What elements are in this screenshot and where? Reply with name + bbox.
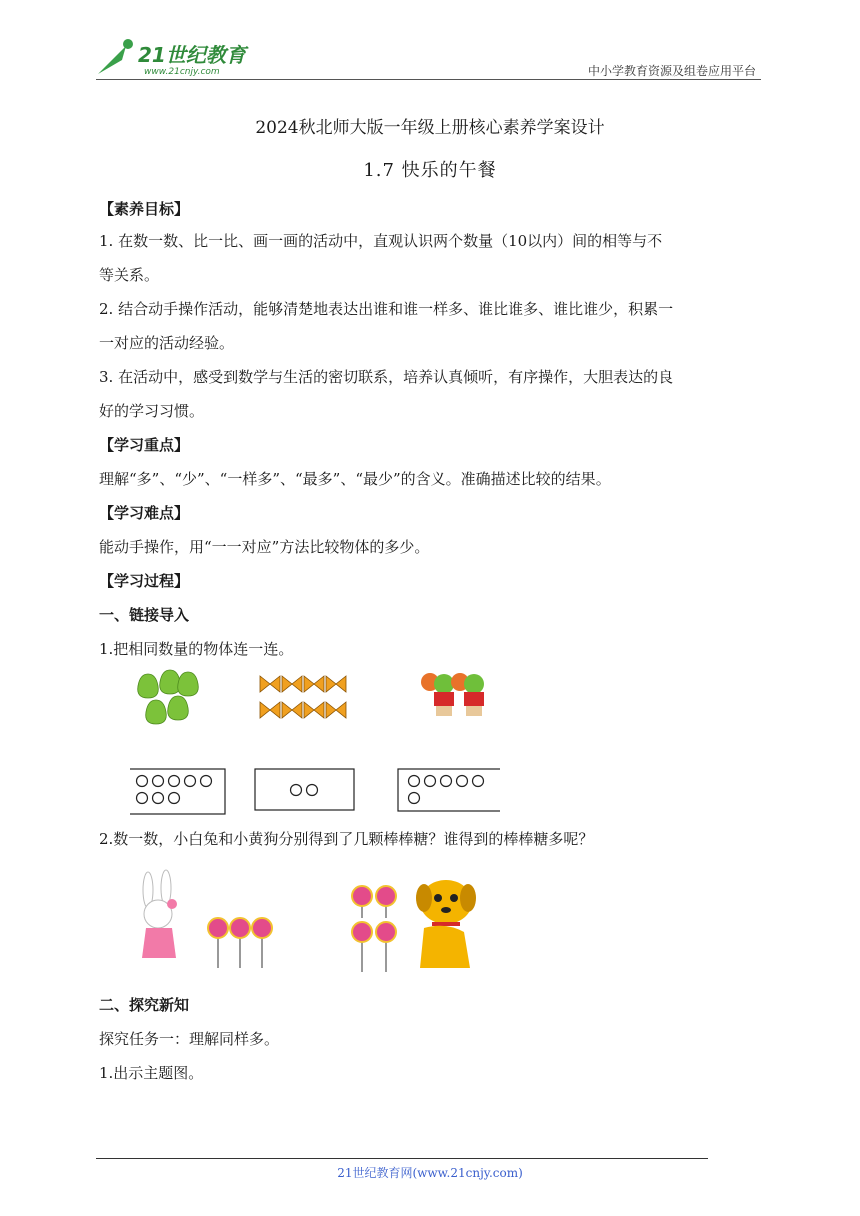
part-1-heading: 一、链接导入: [99, 606, 190, 624]
lollipop-figure: [128, 868, 488, 980]
question-1: 1.把相同数量的物体连一连。: [99, 640, 294, 658]
question-2: 2.数一数，小白兔和小黄狗分别得到了几颗棒棒糖？谁得到的棒棒糖多呢？: [99, 830, 594, 848]
header-tagline: 中小学教育资源及组卷应用平台: [587, 64, 756, 78]
butterflies-icon: [260, 676, 346, 718]
key-points-heading: 【学习重点】: [99, 436, 190, 454]
difficulty-text: 能动手操作，用“一一对应”方法比较物体的多少。: [99, 538, 430, 556]
goal-3-line-2: 好的学习习惯。: [99, 402, 205, 420]
box-2-dots: [255, 769, 354, 810]
matching-figure: [130, 664, 500, 820]
header-divider: [96, 79, 761, 80]
page-title: 2024秋北师大版一年级上册核心素养学案设计: [255, 118, 605, 138]
logo: [92, 36, 262, 80]
rabbit-lollipops-icon: [208, 918, 272, 968]
frogs-icon: [421, 673, 484, 716]
pears-icon: [138, 670, 199, 724]
goal-3-line-1: 3. 在活动中，感受到数学与生活的密切联系，培养认真倾听，有序操作，大胆表达的良: [99, 368, 674, 386]
goal-2-line-1: 2. 结合动手操作活动，能够清楚地表达出谁和谁一样多、谁比谁多、谁比谁少，积累一: [99, 300, 674, 318]
difficulty-heading: 【学习难点】: [99, 504, 190, 522]
dog-lollipops-icon: [352, 886, 396, 972]
lesson-title: 1.7 快乐的午餐: [363, 160, 497, 181]
logo-url: www.21cnjy.com: [144, 67, 220, 77]
task-1: 探究任务一：理解同样多。: [99, 1030, 280, 1048]
footer-link[interactable]: 21世纪教育网(www.21cnjy.com): [337, 1166, 523, 1180]
logo-runner-icon: [98, 46, 126, 74]
goals-heading: 【素养目标】: [99, 200, 190, 218]
dog-icon: [416, 880, 476, 968]
goal-1-line-2: 等关系。: [99, 266, 160, 284]
key-points-text: 理解“多”、“少”、“一样多”、“最多”、“最少”的含义。准确描述比较的结果。: [99, 470, 611, 488]
dot-boxes: [130, 769, 500, 814]
process-heading: 【学习过程】: [99, 572, 190, 590]
goal-1-line-1: 1. 在数一数、比一比、画一画的活动中，直观认识两个数量（10以内）间的相等与不: [99, 232, 663, 250]
logo-text: 21世纪教育: [138, 43, 246, 67]
step-1: 1.出示主题图。: [99, 1064, 204, 1082]
goal-2-line-2: 一对应的活动经验。: [99, 334, 235, 352]
footer-divider: [96, 1158, 708, 1159]
rabbit-icon: [142, 870, 177, 958]
part-2-heading: 二、探究新知: [99, 996, 190, 1014]
